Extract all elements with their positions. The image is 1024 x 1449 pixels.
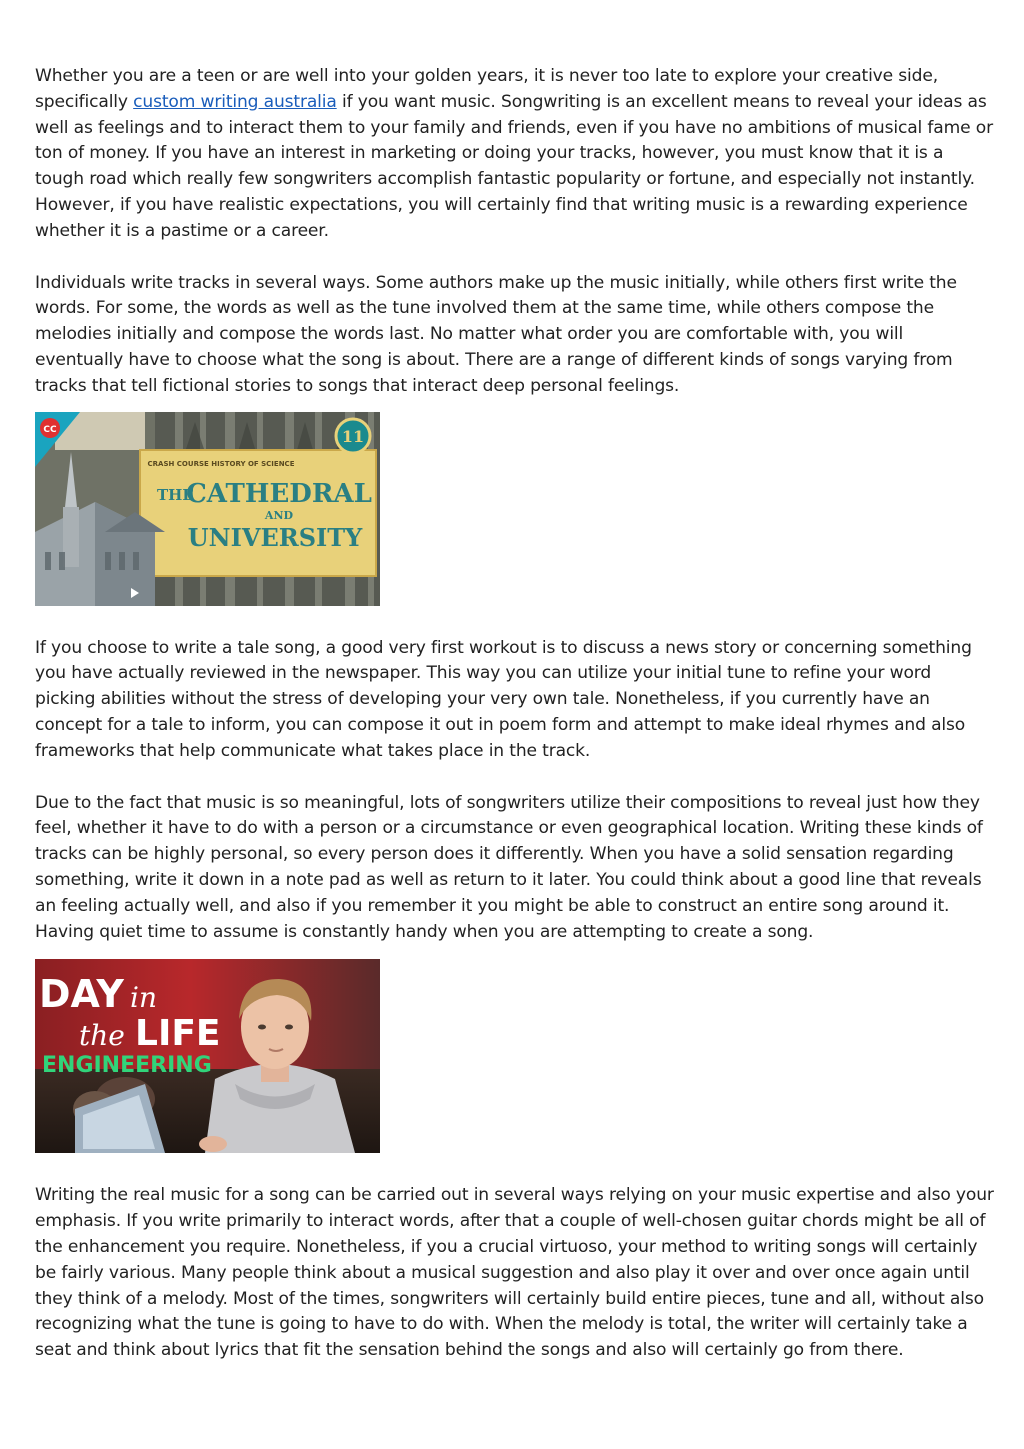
paragraph-1 — [35, 64, 995, 245]
cathedral-university-thumbnail[interactable] — [35, 412, 380, 606]
paragraph-2: Individuals write tracks in several ways. Some authors make up the music initially, while others first write the words. For some, the words as well as the tune involved them at the same time, while others compose the melodies initially and compose the words last. No matter what order you are comfortable with, you will eventually have to choose what the song is about. There are a range of different kinds of songs varying from tracks that tell fictional stories to songs that interact deep personal feelings. — [35, 272, 957, 396]
title-university: UNIVERSITY — [187, 522, 363, 552]
custom-writing-link[interactable]: custom writing australia — [133, 91, 337, 112]
paragraph-3: If you choose to write a tale song, a good very first workout is to discuss a news story or concerning something you have actually reviewed in the newspaper. This way you can utilize your initial tune to refine your word picking abilities without the stress of developing your very own tale. Nonetheless, if you currently have an concept for a tale to inform, you can compose it out in poem form and attempt to make ideal rhymes and also frameworks that help communicate what takes place in the track. — [35, 637, 972, 761]
title-cathedral: CATHEDRAL — [186, 478, 372, 509]
title-life: LIFE — [135, 1013, 221, 1055]
paragraph-4: Due to the fact that music is so meaningful, lots of songwriters utilize their compositions to reveal just how they feel, whether it have to do with a person or a circumstance or even geographical location. Writing these kinds of tracks can be highly personal, so every person does it differently. When you have a solid sensation regarding something, write it down in a note pad as well as return to it later. You could think about a good line that reveals an feeling actually well, and also if you remember it you might be able to construct an entire song around it. Having quiet time to assume is constantly handy when you are attempting to create a song. — [35, 792, 983, 942]
paragraph-1-text-after: if you want music. Songwriting is an excellent means to reveal your ideas as well as feelings and to interact them to your family and friends, even if you have no ambitions of musical fame or ton of money. If you have an interest in marketing or doing your tracks, however, you must know that it is a tough road which really few songwriters accomplish fantastic popularity or fortune, and especially not instantly. However, if you have realistic expectations, you will certainly find that writing music is a rewarding experience whether it is a pastime or a career. — [35, 91, 993, 241]
title-the: THE — [157, 485, 194, 504]
paragraph-1-text-before: Whether you are a teen or are well into your golden years, it is never too late to explore your creative side, specifically — [35, 66, 938, 112]
title-the: the — [79, 1019, 125, 1053]
day-in-life-engineering-thumbnail[interactable] — [35, 959, 380, 1153]
title-day: DAY — [39, 972, 124, 1017]
crash-course-logo: CC — [43, 424, 57, 435]
title-and: AND — [264, 508, 294, 522]
title-in: in — [130, 981, 157, 1015]
title-engineering: ENGINEERING — [42, 1053, 212, 1079]
article — [35, 64, 995, 1364]
paragraph-5: Writing the real music for a song can be carried out in several ways relying on your music expertise and also your emphasis. If you write primarily to interact words, after that a couple of well-chosen guitar chords might be all of the enhancement you require. Nonetheless, if you a crucial virtuoso, your method to writing songs will certainly be fairly various. Many people think about a musical suggestion and also play it over and over once again until they think of a melody. Most of the times, songwriters will certainly build entire pieces, tune and all, without also recognizing what the tune is going to have to do with. When the melody is total, the writer will certainly take a seat and think about lyrics that fit the sensation behind the songs and also will certainly go from there. — [35, 1185, 994, 1361]
series-label: CRASH COURSE HISTORY OF SCIENCE — [147, 459, 295, 468]
episode-number: 11 — [341, 426, 365, 446]
